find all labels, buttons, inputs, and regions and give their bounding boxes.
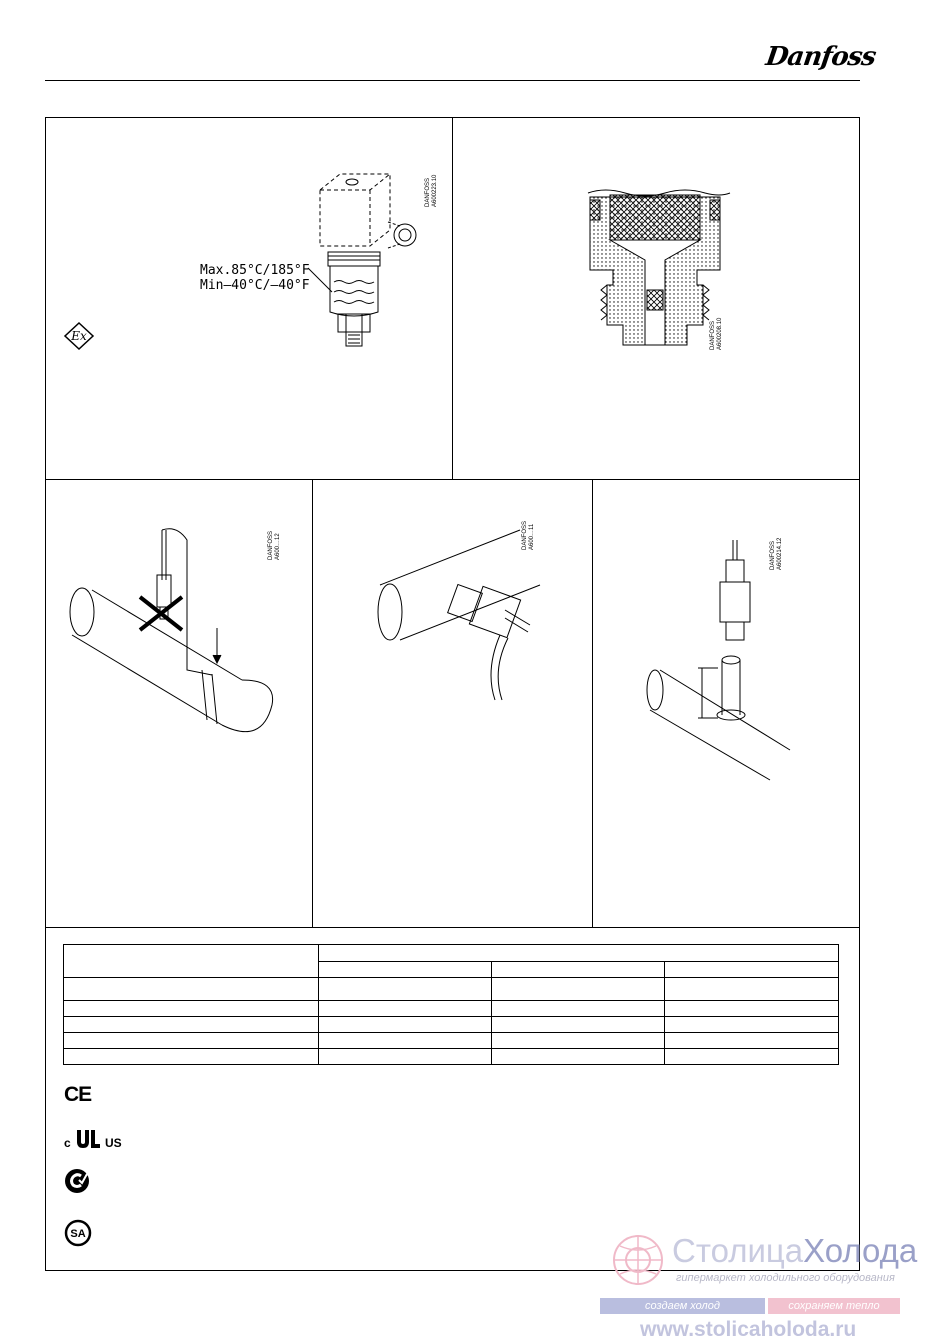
header-rule — [45, 80, 860, 81]
drawing-code-5: DANFOSS A600214.12 — [770, 537, 783, 570]
temperature-max: Max.85°C/185°F — [200, 263, 310, 278]
drawing-code-4: DANFOSS A600…11 — [522, 520, 535, 550]
ul-logo-icon — [74, 1128, 102, 1150]
temperature-min: Min–40°C/–40°F — [200, 278, 310, 293]
drawing-code-2: DANFOSS A600208.10 — [710, 317, 723, 350]
ul-mark-us: US — [105, 1136, 122, 1150]
watermark-title: СтолицаХолода — [672, 1232, 918, 1269]
table-row — [64, 1049, 839, 1065]
table-row — [64, 978, 839, 1001]
table-cell — [319, 961, 492, 978]
table-cell — [492, 961, 665, 978]
pipe-mounting-wrong-drawing — [62, 530, 302, 750]
watermark — [600, 1232, 950, 1344]
danfoss-logo: Danfoss — [763, 42, 878, 72]
watermark-subtitle: гипермаркет холодильного оборудования — [676, 1272, 895, 1284]
table-cell — [64, 945, 319, 978]
watermark-tag-left: создаем холод — [600, 1298, 765, 1314]
c-tick-icon — [64, 1168, 90, 1194]
drawing-code-1: DANFOSS A600223.10 — [425, 174, 438, 207]
divider-row2 — [45, 927, 860, 928]
csa-icon — [64, 1219, 92, 1247]
pipe-mounting-angled-drawing — [370, 530, 570, 700]
ex-symbol — [64, 322, 94, 350]
divider-mid-left — [312, 479, 313, 927]
transmitter-drawing — [300, 160, 430, 360]
ce-mark: CE — [64, 1083, 92, 1106]
table-row — [64, 1001, 839, 1017]
spec-table — [63, 944, 839, 1065]
svg-text:SA: SA — [70, 1228, 86, 1240]
temperature-limits — [200, 263, 310, 293]
table-row — [64, 1017, 839, 1033]
globe-icon — [610, 1232, 666, 1288]
watermark-url[interactable]: www.stolicaholoda.ru — [640, 1318, 857, 1341]
ul-mark — [64, 1128, 128, 1152]
divider-mid-right — [592, 479, 593, 927]
sensor-fitting-drawing — [640, 537, 800, 780]
drawing-code-3: DANFOSS A600…12 — [268, 530, 281, 560]
table-row — [64, 1033, 839, 1049]
divider-top — [452, 117, 453, 479]
watermark-tag-right: сохраняем тепло — [768, 1298, 900, 1314]
ul-mark-c: c — [64, 1136, 71, 1150]
svg-text:Ex: Ex — [71, 329, 87, 343]
table-cell — [319, 945, 839, 962]
table-cell — [665, 961, 839, 978]
divider-row1 — [45, 479, 860, 480]
